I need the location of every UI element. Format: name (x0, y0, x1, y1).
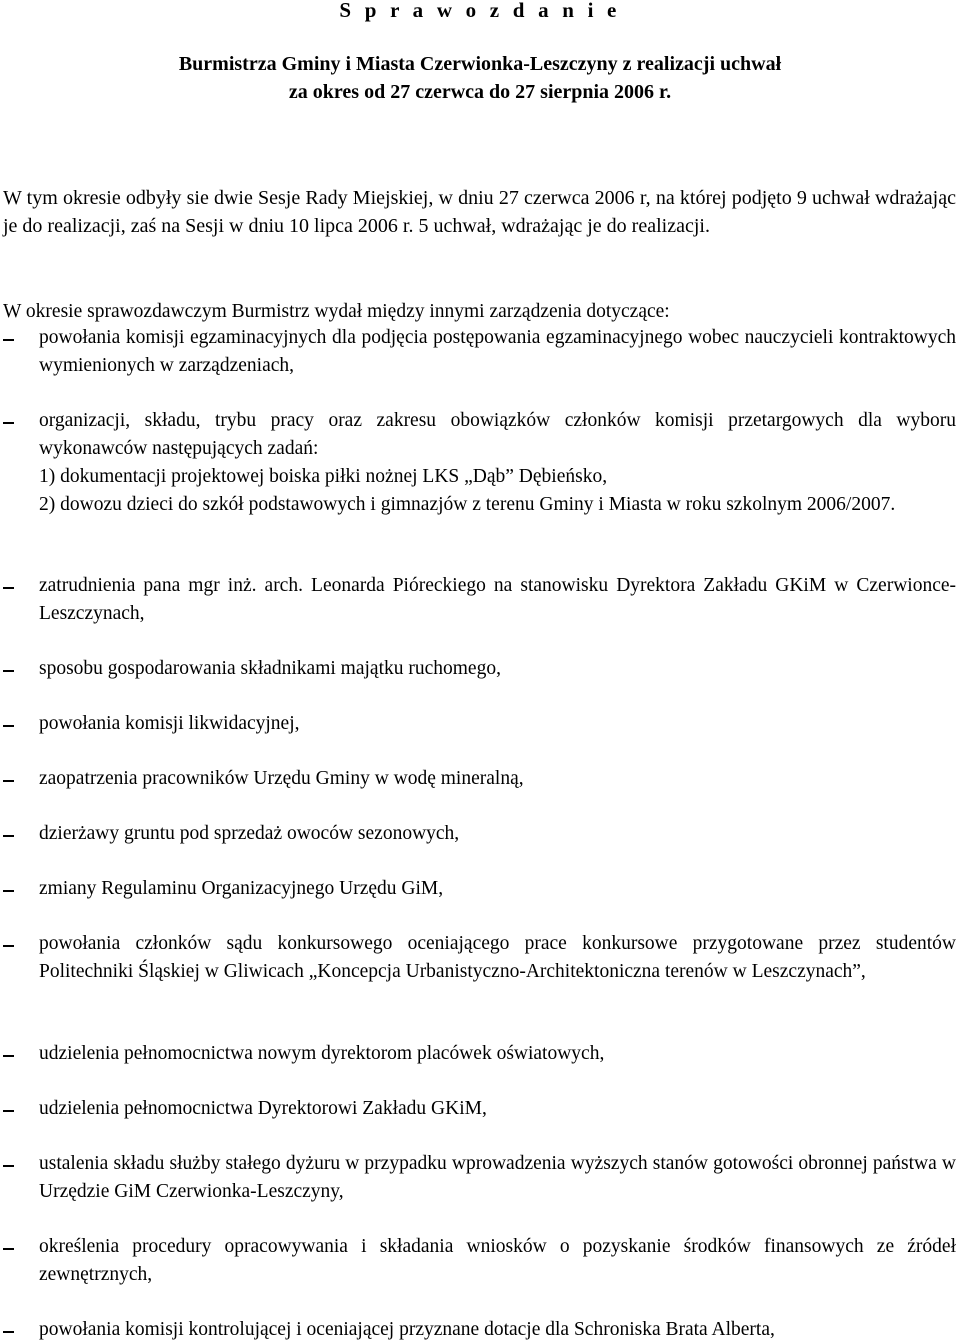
document-title: S p r a w o z d a n i e (339, 0, 621, 22)
dash-bullet (3, 1316, 17, 1344)
dash-bullet (3, 655, 17, 683)
dash-bullet (3, 407, 17, 435)
list-item-text: udzielenia pełnomocnictwa Dyrektorowi Zakładu GKiM, (39, 1098, 487, 1119)
list-item-text: sposobu gospodarowania składnikami majątku ruchomego, (39, 658, 501, 679)
list-item (3, 407, 956, 519)
list-item-text: powołania komisji likwidacyjnej, (39, 713, 300, 734)
list-item (3, 1233, 956, 1289)
list-item-text: ustalenia składu służby stałego dyżuru w przypadku wprowadzenia wyższych stanów gotowości obronnej państwa w Urzędzie GiM Czerwionka-Leszczyny, (39, 1153, 956, 1202)
list-item (3, 710, 956, 738)
list-item-text: udzielenia pełnomocnictwa nowym dyrektorom placówek oświatowych, (39, 1043, 605, 1064)
dash-bullet (3, 820, 17, 848)
dash-bullet (3, 930, 17, 958)
list-item-text: dzierżawy gruntu pod sprzedaż owoców sezonowych, (39, 823, 460, 844)
list-item (3, 765, 956, 793)
list-item-text: powołania członków sądu konkursowego oceniającego prace konkursowe przygotowane przez studentów Politechniki Śląskiej w Gliwicach „Koncepcja Urbanistyczno-Architektoniczna terenów w Leszczynach”, (39, 933, 956, 982)
document-subtitle (0, 50, 960, 106)
list-item-main: organizacji, składu, trybu pracy oraz zakresu obowiązków członków komisji przetargowych dla wyboru wykonawców następujących zadań: (39, 410, 956, 459)
list-item-text (39, 407, 956, 519)
list-item (3, 1150, 956, 1206)
dash-bullet (3, 324, 17, 352)
list-item (3, 875, 956, 903)
subtitle-line-1: Burmistrza Gminy i Miasta Czerwionka-Leszczyny z realizacji uchwał (178, 53, 782, 75)
list-item-text: zaopatrzenia pracowników Urzędu Gminy w wodę mineralną, (39, 768, 524, 789)
lead-paragraph: W okresie sprawozdawczym Burmistrz wydał między innymi zarządzenia dotyczące: (3, 301, 670, 322)
dash-bullet (3, 572, 17, 600)
list-item-text: określenia procedury opracowywania i składania wniosków o pozyskanie środków finansowych ze źródeł zewnętrznych, (39, 1236, 956, 1285)
dash-bullet (3, 710, 17, 738)
list-item (3, 655, 956, 683)
list-item (3, 820, 956, 848)
list-item (3, 572, 956, 628)
list-item-text: zatrudnienia pana mgr inż. arch. Leonarda Pióreckiego na stanowisku Dyrektora Zakładu GKiM w Czerwionce-Leszczynach, (39, 575, 956, 624)
list-item (3, 1095, 956, 1123)
list-item-text: powołania komisji kontrolującej i oceniającej przyznane dotacje dla Schroniska Brata Alberta, (39, 1319, 775, 1340)
list-item (3, 1040, 956, 1068)
dash-bullet (3, 1095, 17, 1123)
dash-bullet (3, 875, 17, 903)
subtitle-line-2: za okres od 27 czerwca do 27 sierpnia 2006 r. (288, 81, 672, 103)
list-item-text: powołania komisji egzaminacyjnych dla podjęcia postępowania egzaminacyjnego wobec nauczycieli kontraktowych wymienionych w zarządzeniach, (39, 327, 956, 376)
sub-item: 2) dowozu dzieci do szkół podstawowych i gimnazjów z terenu Gminy i Miasta w roku szkolnym 2006/2007. (39, 494, 896, 515)
dash-bullet (3, 765, 17, 793)
list-item-text: zmiany Regulaminu Organizacyjnego Urzędu GiM, (39, 878, 444, 899)
dash-bullet (3, 1040, 17, 1068)
list-item (3, 324, 956, 380)
intro-paragraph: W tym okresie odbyły sie dwie Sesje Rady Miejskiej, w dniu 27 czerwca 2006 r, na której podjęto 9 uchwał wdrażając je do realizacji, zaś na Sesji w dniu 10 lipca 2006 r. 5 uchwał, wdrażając je do realizacji. (3, 187, 956, 237)
dash-bullet (3, 1150, 17, 1178)
dash-bullet (3, 1233, 17, 1261)
list-item (3, 1316, 956, 1344)
list-item (3, 930, 956, 986)
sub-item: 1) dokumentacji projektowej boiska piłki nożnej LKS „Dąb” Dębieńsko, (39, 466, 608, 487)
